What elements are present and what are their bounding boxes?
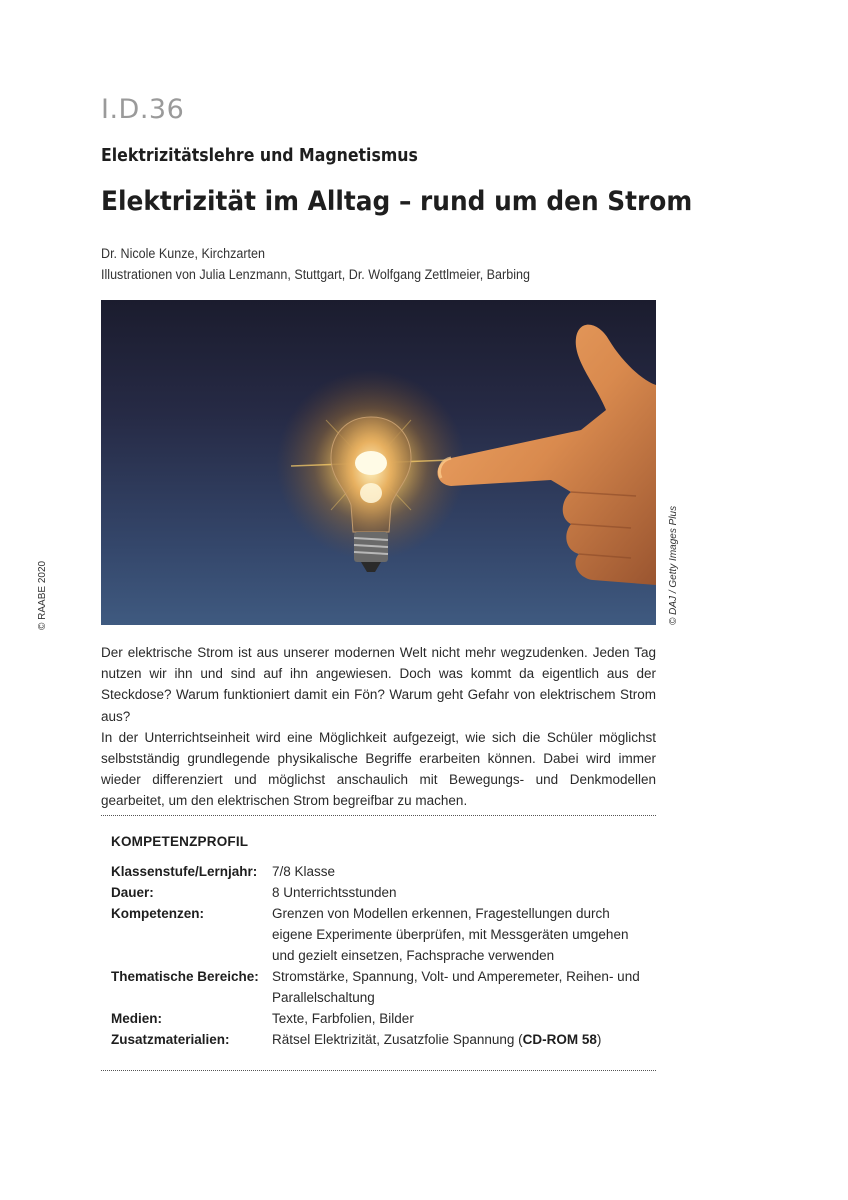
side-copyright: © RAABE 2020: [37, 560, 48, 630]
profile-label: Zusatzmaterialien:: [111, 1032, 230, 1047]
profile-value: 7/8 Klasse: [272, 864, 336, 879]
profile-row: [111, 1008, 651, 1029]
profile-label: Kompetenzen:: [111, 906, 205, 921]
intro-text: [101, 642, 656, 812]
intro-paragraph-1: Der elektrische Strom ist aus unserer modernen Welt nicht mehr wegzudenken. Jeden Tag nutzen wir ihn und sind auf ihn angewiesen. Doch was kommt da eigentlich aus der Steckdose? Warum funktioniert damit ein Fön? Warum geht Gefahr von elektrischem Strom aus?: [101, 645, 656, 724]
divider-top: [101, 815, 656, 816]
profile-row: [111, 861, 651, 882]
lightbulb-illustration: [101, 300, 656, 625]
profile-row: [111, 882, 651, 903]
unit-code: I.D.36: [101, 94, 185, 125]
profile-value: Stromstärke, Spannung, Volt- und Amperemeter, Reihen- und Parallelschaltung: [272, 969, 640, 1005]
lightbulb-photo: [101, 300, 656, 625]
profile-value: Texte, Farbfolien, Bilder: [272, 1011, 414, 1026]
value-end: ): [596, 1032, 602, 1047]
profile-value: [272, 1029, 642, 1050]
intro-paragraph-2: In der Unterrichtseinheit wird eine Möglichkeit aufgezeigt, wie sich die Schüler möglichst selbstständig grundlegende physikalische Begriffe erarbeiten können. Dabei wird immer wieder differenziert und möglichst anschaulich mit Bewegungs- und Denkmodellen gearbeitet, um den elektrischen Strom begreifbar zu machen.: [101, 729, 656, 809]
profile-value: Grenzen von Modellen erkennen, Fragestellungen durch eigene Experimente überprüfen, mit Messgeräten umgehen und gezielt einsetzen, Fachsprache verwenden: [272, 906, 629, 963]
profile-row: [111, 1029, 651, 1050]
profile-value: 8 Unterrichtsstunden: [272, 885, 397, 900]
profile-heading: KOMPETENZPROFIL: [111, 834, 249, 849]
illustrators-line: Illustrationen von Julia Lenzmann, Stuttgart, Dr. Wolfgang Zettlmeier, Barbing: [101, 267, 530, 282]
divider-bottom: [101, 1070, 656, 1071]
profile-row: [111, 966, 651, 1008]
photo-credit: © DAJ / Getty Images Plus: [668, 505, 679, 625]
author-line: Dr. Nicole Kunze, Kirchzarten: [101, 246, 265, 261]
profile-label: Klassenstufe/Lernjahr:: [111, 864, 258, 879]
competence-profile: [111, 834, 651, 1050]
profile-label: Dauer:: [111, 885, 154, 900]
profile-row: [111, 903, 651, 966]
pointing-hand: [438, 325, 657, 585]
page-title: Elektrizität im Alltag – rund um den Strom: [101, 186, 693, 217]
profile-label: Medien:: [111, 1011, 163, 1026]
cd-rom-reference: CD-ROM 58: [522, 1032, 597, 1047]
subject-heading: Elektrizitätslehre und Magnetismus: [101, 146, 418, 166]
filament: [355, 451, 387, 475]
profile-label: Thematische Bereiche:: [111, 969, 259, 984]
value-text: Rätsel Elektrizität, Zusatzfolie Spannung (: [272, 1032, 523, 1047]
